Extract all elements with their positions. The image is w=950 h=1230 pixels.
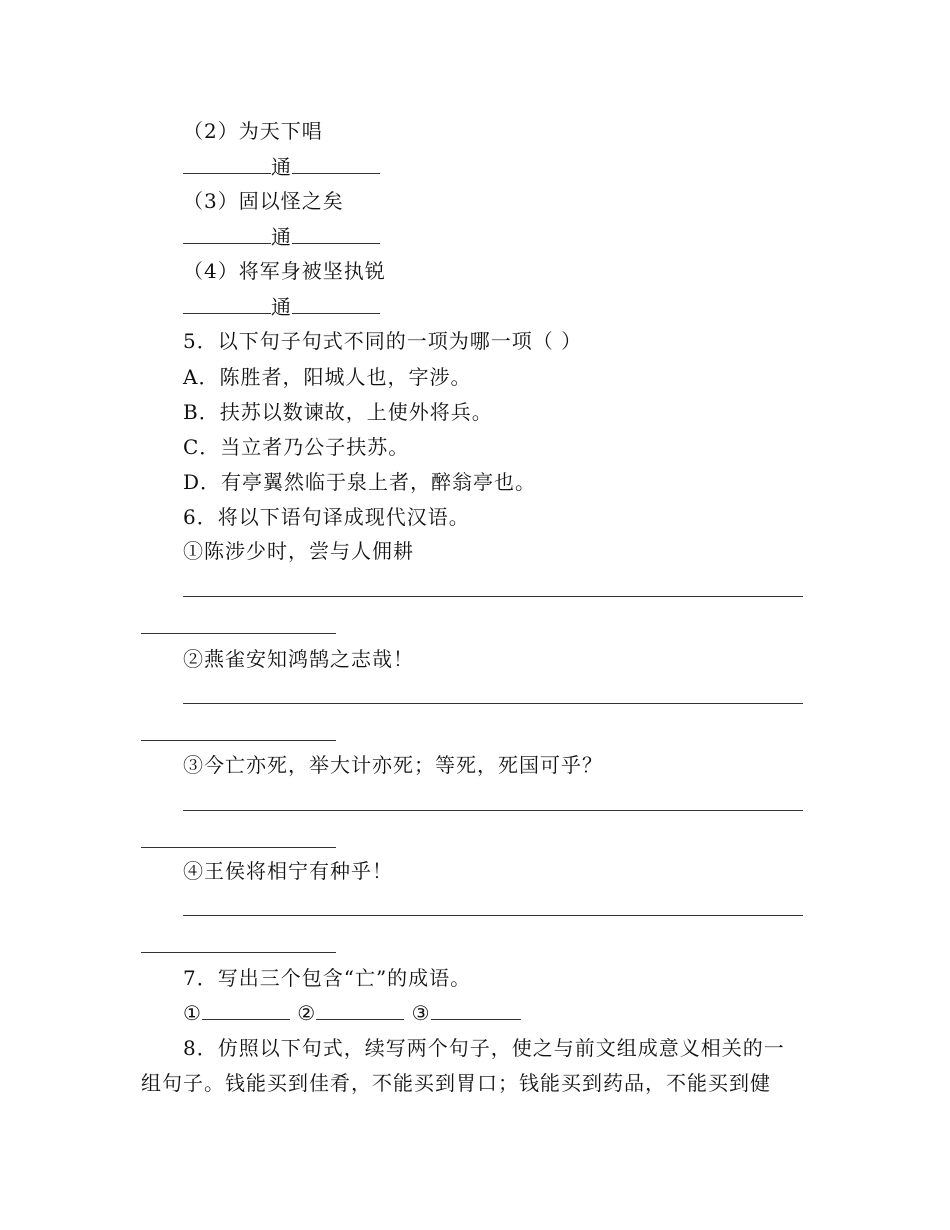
tong-label: 通 (271, 295, 292, 319)
question-4-item-3: （3）固以怪之矣 (183, 189, 344, 213)
question-5: 5．以下句子句式不同的一项为哪一项（ ） (183, 329, 583, 353)
option-c: C．当立者乃公子扶苏。 (183, 435, 410, 459)
question-6: 6．将以下语句译成现代汉语。 (183, 505, 470, 529)
tong-label: 通 (271, 155, 292, 179)
answer-line-4-3[interactable] (183, 223, 380, 251)
translate-sentence-4: ④王侯将相宁有种乎！ (183, 859, 393, 883)
answer-rule-long[interactable] (183, 915, 803, 916)
question-8-line-1: 8．仿照以下句式，续写两个句子，使之与前文组成意义相关的一 (183, 1036, 785, 1060)
option-d: D．有亭翼然临于泉上者，醉翁亭也。 (183, 470, 537, 494)
answer-blank[interactable] (183, 155, 271, 174)
question-4-item-2: （2）为天下唱 (183, 119, 323, 143)
question-8-line-2: 组句子。钱能买到佳肴，不能买到胃口；钱能买到药品，不能买到健 (141, 1071, 771, 1095)
answer-rule-short[interactable] (141, 633, 336, 634)
answer-rule-long[interactable] (183, 596, 803, 597)
idiom-blank-2[interactable] (316, 1001, 404, 1020)
translate-sentence-3: ③今亡亦死，举大计亦死；等死，死国可乎？ (183, 753, 603, 777)
answer-blank[interactable] (292, 155, 380, 174)
answer-rule-short[interactable] (141, 847, 336, 848)
answer-blank[interactable] (183, 225, 271, 244)
idiom-label-2: ② (297, 1001, 317, 1025)
answer-line-4-4[interactable] (183, 293, 380, 321)
answer-rule-short[interactable] (141, 740, 336, 741)
answer-blank[interactable] (183, 295, 271, 314)
tong-label: 通 (271, 225, 292, 249)
answer-blank[interactable] (292, 295, 380, 314)
idiom-label-1: ① (183, 1001, 202, 1025)
idiom-label-3: ③ (411, 1001, 431, 1025)
option-b: B．扶苏以数谏故，上使外将兵。 (183, 400, 493, 424)
question-7: 7．写出三个包含“亡”的成语。 (183, 966, 472, 990)
idiom-blanks[interactable] (183, 999, 521, 1027)
question-4-item-4: （4）将军身被坚执锐 (183, 259, 386, 283)
answer-line-4-2[interactable] (183, 153, 380, 181)
translate-sentence-1: ①陈涉少时，尝与人佣耕 (183, 539, 414, 563)
option-a: A．陈胜者，阳城人也，字涉。 (183, 365, 472, 389)
translate-sentence-2: ②燕雀安知鸿鹄之志哉！ (183, 647, 414, 671)
answer-rule-long[interactable] (183, 810, 803, 811)
idiom-blank-1[interactable] (202, 1001, 290, 1020)
answer-rule-long[interactable] (183, 703, 803, 704)
answer-blank[interactable] (292, 225, 380, 244)
answer-rule-short[interactable] (141, 952, 336, 953)
idiom-blank-3[interactable] (431, 1001, 521, 1020)
